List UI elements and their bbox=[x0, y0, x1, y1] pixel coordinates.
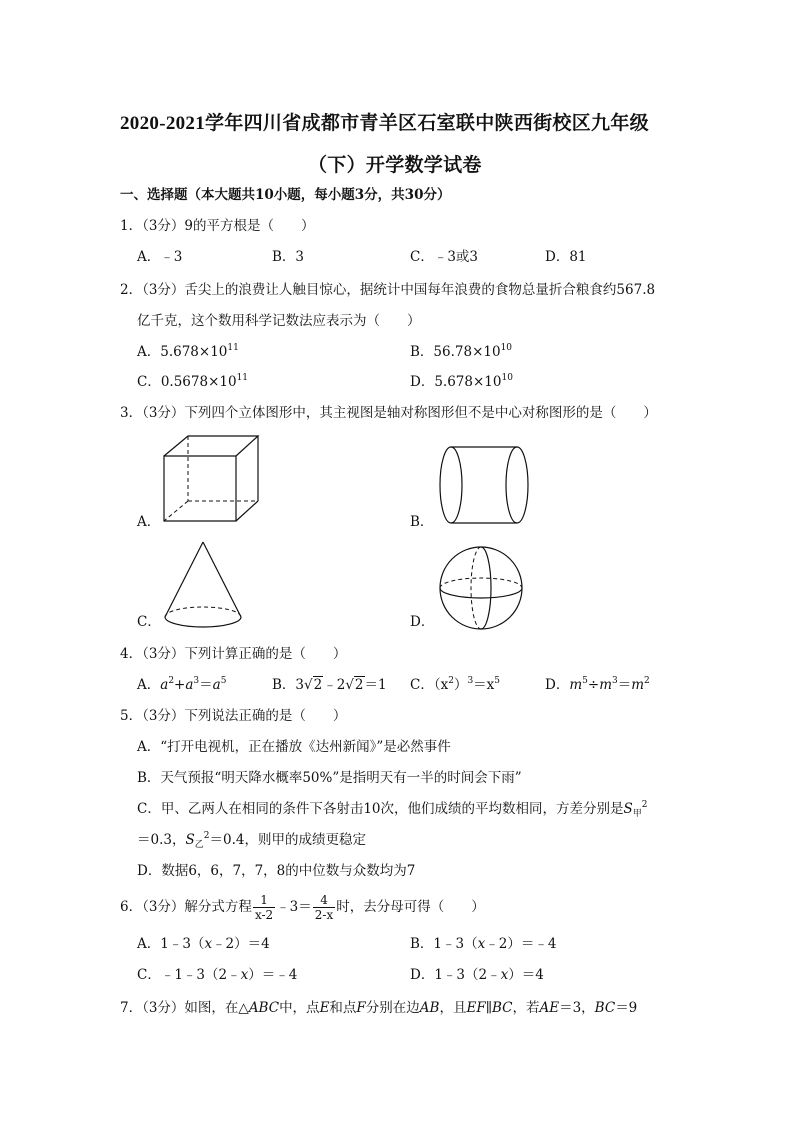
q6-option-a: A．1﹣3（x﹣2）＝4 bbox=[137, 936, 270, 952]
q4-option-c: C．$(x^2)^3=x^5$ bbox=[410, 676, 501, 693]
sphere-figure bbox=[438, 545, 524, 631]
question-3-stem: 3．（3分）下列四个立体图形中，其主视图是轴对称图形但不是中心对称图形的是（ ） bbox=[120, 405, 657, 421]
question-4-stem: 4．（3分）下列计算正确的是（ ） bbox=[120, 646, 347, 662]
cylinder-figure bbox=[438, 445, 530, 525]
q6-option-c: C．﹣1﹣3（2﹣x）＝﹣4 bbox=[137, 967, 298, 983]
q1-option-b: B．3 bbox=[272, 249, 305, 265]
q1-option-c: C．﹣3或3 bbox=[410, 249, 479, 265]
q3-label-b: B． bbox=[410, 514, 434, 530]
q6-option-d: D．1﹣3（2﹣x）＝4 bbox=[410, 967, 544, 983]
section-heading: 一、选择题（本大题共10小题，每小题3分，共30分） bbox=[120, 187, 451, 203]
q1-option-d: D．81 bbox=[545, 249, 587, 265]
fraction-2: $\frac{4}{2-x}$ bbox=[314, 892, 334, 922]
cube-figure bbox=[162, 434, 260, 524]
q5-option-c-line2: ＝0.3，$S_乙^2=0.4$，则甲的成绩更稳定 bbox=[137, 831, 366, 850]
q3-label-c: C． bbox=[137, 614, 161, 630]
q2-option-c: C．$0.5678\times 10^{11}$ bbox=[137, 373, 249, 390]
q2-option-a: A．$5.678\times 10^{11}$ bbox=[137, 343, 239, 360]
q5-option-d: D．数据6，6，7，7，8的中位数与众数均为7 bbox=[137, 863, 416, 879]
q3-label-a: A． bbox=[137, 514, 161, 530]
q2-option-b: B．$56.78\times 10^{10}$ bbox=[410, 343, 513, 360]
cone-figure bbox=[163, 540, 243, 630]
question-2-stem-line2: 亿千克，这个数用科学记数法应表示为（ ） bbox=[137, 313, 421, 329]
q6-option-b: B．1﹣3（x﹣2）＝﹣4 bbox=[410, 936, 557, 952]
page-title-line1: 2020-2021学年四川省成都市青羊区石室联中陕西街校区九年级 bbox=[120, 113, 649, 134]
question-7-stem: 7．（3分）如图，在△ABC中，点E和点F分别在边AB，且EF∥BC，若AE＝3，BC＝9 bbox=[120, 1000, 638, 1016]
q4-option-b: B．3√2﹣2√2＝1 bbox=[272, 677, 387, 693]
q3-label-d: D． bbox=[410, 614, 435, 630]
page-title-line2: （下）开学数学试卷 bbox=[308, 155, 482, 176]
question-2-stem-line1: 2．（3分）舌尖上的浪费让人触目惊心，据统计中国每年浪费的食物总量折合粮食约567.8 bbox=[120, 282, 656, 298]
q2-option-d: D．$5.678\times 10^{10}$ bbox=[410, 373, 513, 390]
q5-option-c-line1: C．甲、乙两人在相同的条件下各射击10次，他们成绩的平均数相同，方差分别是$S_甲^2$ bbox=[137, 800, 648, 819]
q5-option-a: A．“打开电视机，正在播放《达州新闻》”是必然事件 bbox=[137, 739, 451, 755]
q4-option-a: A．$a^2+a^3=a^5$ bbox=[137, 676, 227, 693]
question-1-stem: 1．（3分）9的平方根是（ ） bbox=[120, 218, 315, 234]
question-5-stem: 5．（3分）下列说法正确的是（ ） bbox=[120, 708, 347, 724]
q1-option-a: A．﹣3 bbox=[137, 249, 183, 265]
q5-option-b: B．天气预报“明天降水概率50%”是指明天有一半的时间会下雨” bbox=[137, 770, 522, 786]
fraction-1: $\frac{1}{x-2}$ bbox=[254, 892, 274, 922]
q4-option-d: D．$m^5\div m^3=m^2$ bbox=[545, 676, 650, 693]
question-6-stem: 6．（3分）解分式方程 $\frac{1}{x-2}$ ﹣3＝ $\frac{4}{2-x}$ 时，去分母可得（ ） bbox=[120, 892, 485, 922]
